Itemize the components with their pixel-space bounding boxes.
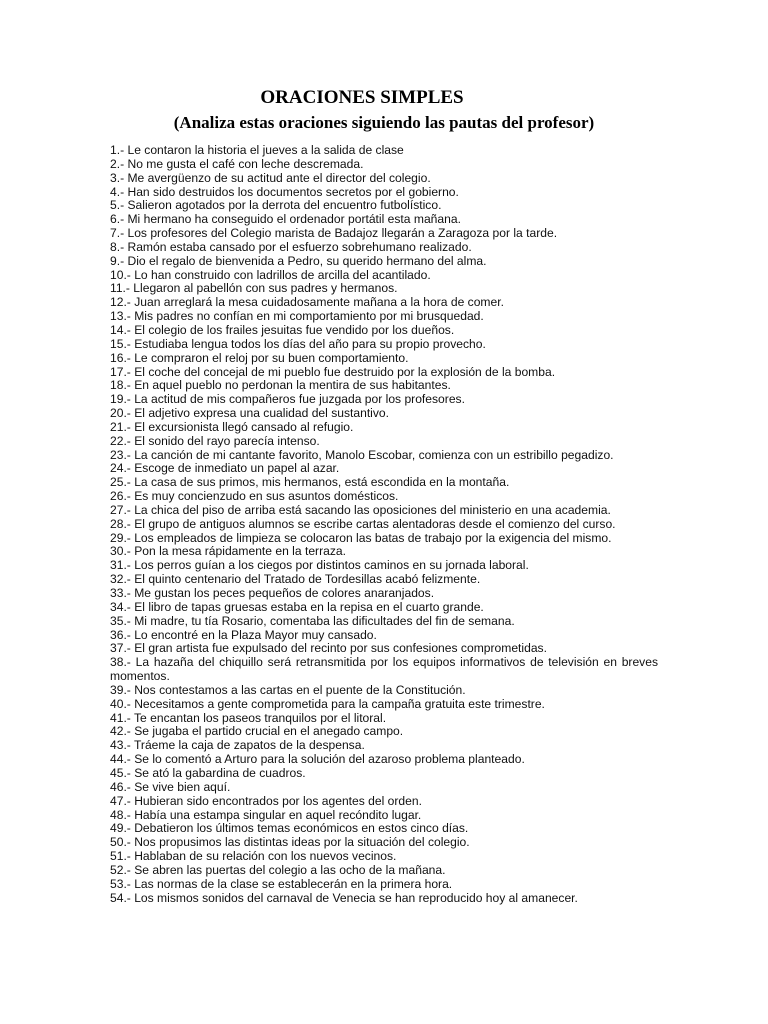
sentence-item: 15.- Estudiaba lengua todos los días del año para su propio provecho. xyxy=(110,336,486,351)
sentence-item: 21.- El excursionista llegó cansado al refugio. xyxy=(110,419,354,434)
sentence-item: 49.- Debatieron los últimos temas económicos en estos cinco días. xyxy=(110,821,469,836)
sentence-item: 52.- Se abren las puertas del colegio a las ocho de la mañana. xyxy=(110,862,446,877)
sentence-item: 27.- La chica del piso de arriba está sacando las oposiciones del ministerio en una academia. xyxy=(110,502,611,517)
sentence-item: 29.- Los empleados de limpieza se colocaron las batas de trabajo por la exigencia del mismo. xyxy=(110,530,612,545)
sentence-item: 46.- Se vive bien aquí. xyxy=(110,779,231,794)
sentence-item: 35.- Mi madre, tu tía Rosario, comentaba las dificultades del fin de semana. xyxy=(110,613,515,628)
sentence-item: 16.- Le compraron el reloj por su buen comportamiento. xyxy=(110,350,409,365)
sentence-item: 42.- Se jugaba el partido crucial en el anegado campo. xyxy=(110,724,404,739)
sentence-item: 5.- Salieron agotados por la derrota del encuentro futbolístico. xyxy=(110,198,442,213)
sentence-item: 4.- Han sido destruidos los documentos secretos por el gobierno. xyxy=(110,184,459,199)
sentence-item: 23.- La canción de mi cantante favorito, Manolo Escobar, comienza con un estribillo pegadizo. xyxy=(110,447,614,462)
sentence-item: 54.- Los mismos sonidos del carnaval de Venecia se han reproducido hoy al amanecer. xyxy=(110,890,578,905)
sentence-item: 12.- Juan arreglará la mesa cuidadosamente mañana a la hora de comer. xyxy=(110,295,504,310)
sentence-item: 18.- En aquel pueblo no perdonan la mentira de sus habitantes. xyxy=(110,378,451,393)
sentence-item: 32.- El quinto centenario del Tratado de Tordesillas acabó felizmente. xyxy=(110,572,481,587)
sentence-item: 3.- Me avergüenzo de su actitud ante el director del colegio. xyxy=(110,170,431,185)
sentence-item: 43.- Tráeme la caja de zapatos de la despensa. xyxy=(110,738,365,753)
sentence-item: 14.- El colegio de los frailes jesuitas fue vendido por los dueños. xyxy=(110,322,455,337)
sentence-item: 44.- Se lo comentó a Arturo para la solución del azaroso problema planteado. xyxy=(110,752,525,767)
sentence-item: 10.- Lo han construido con ladrillos de arcilla del acantilado. xyxy=(110,267,431,282)
sentence-item: 53.- Las normas de la clase se establecerán en la primera hora. xyxy=(110,876,453,891)
sentence-item: 11.- Llegaron al pabellón con sus padres y hermanos. xyxy=(110,281,398,296)
sentence-item: 34.- El libro de tapas gruesas estaba en la repisa en el cuarto grande. xyxy=(110,599,484,614)
sentence-item: 41.- Te encantan los paseos tranquilos por el litoral. xyxy=(110,710,387,725)
sentence-item: 33.- Me gustan los peces pequeños de colores anaranjados. xyxy=(110,586,435,600)
sentence-item: 22.- El sonido del rayo parecía intenso. xyxy=(110,433,320,448)
sentence-item: 47.- Hubieran sido encontrados por los agentes del orden. xyxy=(110,793,422,808)
sentence-item: 28.- El grupo de antiguos alumnos se escribe cartas alentadoras desde el comienzo del curso. xyxy=(110,516,616,531)
sentence-item: 19.- La actitud de mis compañeros fue juzgada por los profesores. xyxy=(110,392,465,407)
sentence-item: 48.- Había una estampa singular en aquel recóndito lugar. xyxy=(110,807,422,822)
sentence-item: 36.- Lo encontré en la Plaza Mayor muy cansado. xyxy=(110,627,377,642)
sentence-item: 39.- Nos contestamos a las cartas en el puente de la Constitución. xyxy=(110,682,466,697)
sentence-item: 37.- El gran artista fue expulsado del recinto por sus confesiones comprometidas. xyxy=(110,641,547,656)
sentence-item: 30.- Pon la mesa rápidamente en la terraza. xyxy=(110,544,346,559)
sentence-item: 24.- Escoge de inmediato un papel al azar. xyxy=(110,461,340,476)
sentence-item: 31.- Los perros guían a los ciegos por distintos caminos en su jornada laboral. xyxy=(110,558,529,573)
sentence-item: 9.- Dio el regalo de bienvenida a Pedro, su querido hermano del alma. xyxy=(110,253,487,268)
sentence-item: 13.- Mis padres no confían en mi comportamiento por mi brusquedad. xyxy=(110,309,484,324)
sentence-list xyxy=(110,144,658,905)
sentence-item: 2.- No me gusta el café con leche descremada. xyxy=(110,156,364,171)
sentence-item: 45.- Se ató la gabardina de cuadros. xyxy=(110,765,306,780)
sentence-item: 1.- Le contaron la historia el jueves a la salida de clase xyxy=(110,143,404,157)
sentence-item: 38.- La hazaña del chiquillo será retransmitida por los equipos informativos de televisión en breves momentos. xyxy=(110,655,658,684)
sentence-item: 50.- Nos propusimos las distintas ideas por la situación del colegio. xyxy=(110,835,470,850)
sentence-item: 6.- Mi hermano ha conseguido el ordenador portátil esta mañana. xyxy=(110,212,461,227)
sentence-item: 7.- Los profesores del Colegio marista de Badajoz llegarán a Zaragoza por la tarde. xyxy=(110,226,558,241)
document-title: ORACIONES SIMPLES xyxy=(260,87,464,108)
sentence-item: 25.- La casa de sus primos, mis hermanos, está escondida en la montaña. xyxy=(110,475,510,490)
sentence-item: 40.- Necesitamos a gente comprometida para la campaña gratuita este trimestre. xyxy=(110,696,545,711)
sentence-item: 26.- Es muy concienzudo en sus asuntos domésticos. xyxy=(110,489,399,504)
sentence-item: 17.- El coche del concejal de mi pueblo fue destruido por la explosión de la bomba. xyxy=(110,364,556,379)
document-subtitle: (Analiza estas oraciones siguiendo las pautas del profesor) xyxy=(173,113,595,132)
sentence-item: 8.- Ramón estaba cansado por el esfuerzo sobrehumano realizado. xyxy=(110,239,472,254)
sentence-item: 51.- Hablaban de su relación con los nuevos vecinos. xyxy=(110,849,397,864)
sentence-item: 20.- El adjetivo expresa una cualidad del sustantivo. xyxy=(110,406,390,421)
